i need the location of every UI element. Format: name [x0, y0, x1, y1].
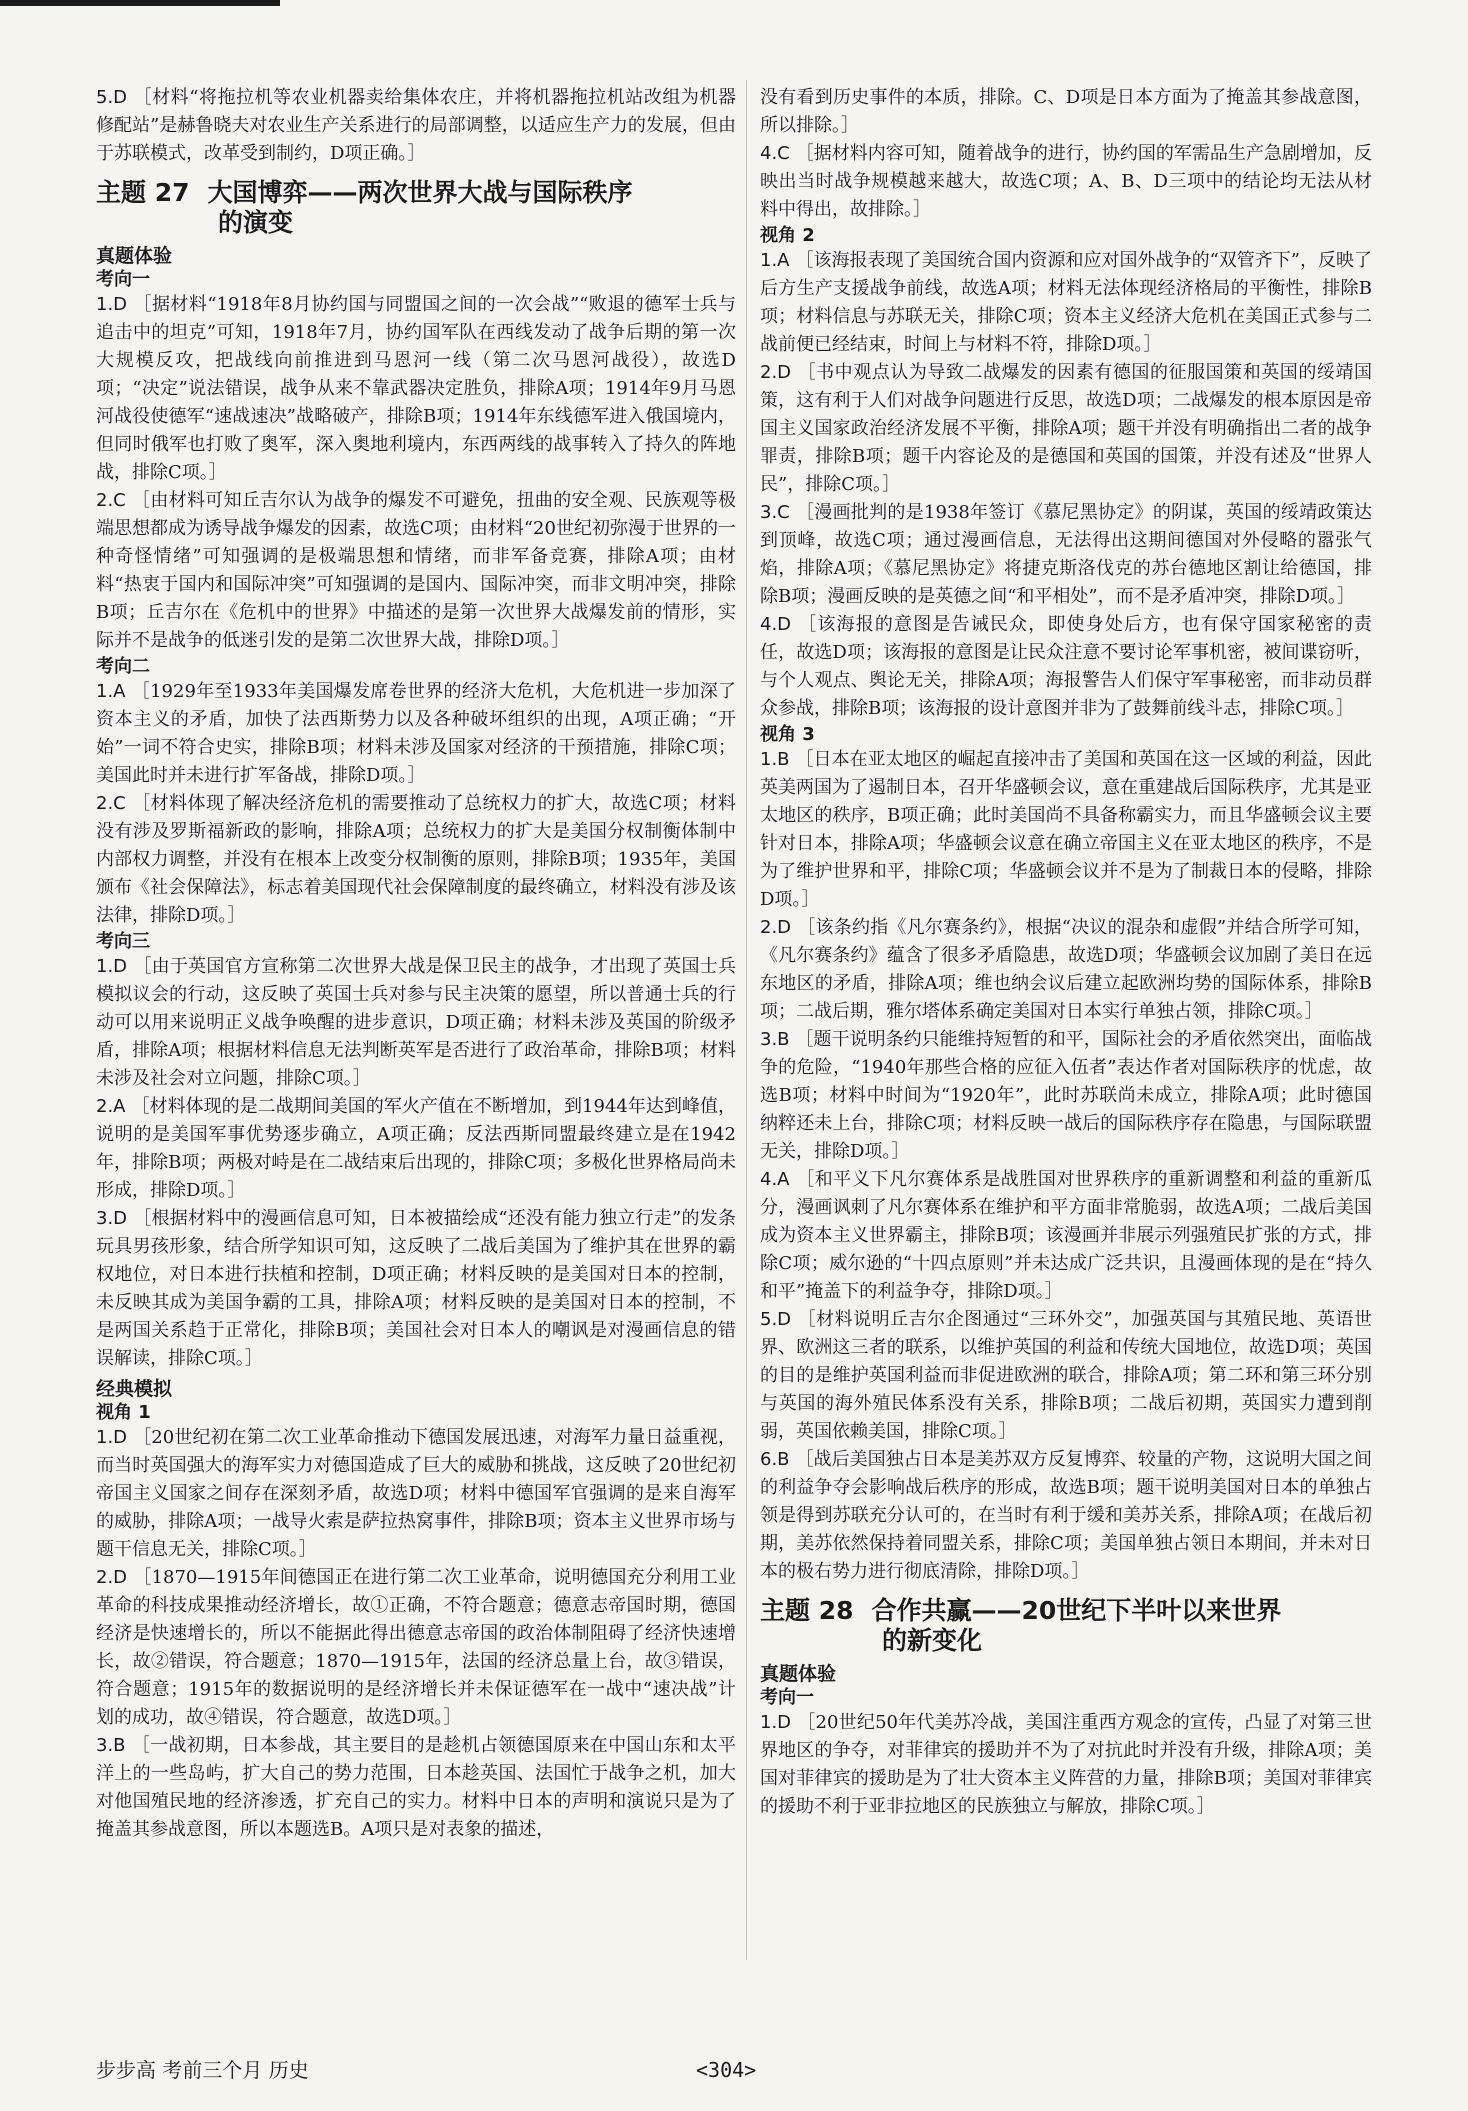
answer-item: 4.C ［据材料内容可知，随着战争的进行，协约国的军需品生产急剧增加，反映出当时战争规模越来越大，故选C项；A、B、D三项中的结论均无法从材料中得出，故排除。］ [760, 143, 1372, 220]
answer-item: 2.D ［1870—1915年间德国正在进行第二次工业革命，说明德国充分利用工业革命的科技成果推动经济增长，故①正确，不符合题意；德意志帝国时期，德国经济是快速增长的，所以不能据此得出德意志帝国的政治体制阻碍了经济快速增长，故②错误，符合题意；1870—1915年，法国的经济总量上台，故③错误，符合题意；1915年的数据说明的是经济增长并未保证德军在一战中“速决战”计划的成功，故④错误，符合题意，故选D项。］ [96, 1567, 736, 1728]
subsection-heading: 视角 3 [760, 724, 815, 745]
subsection-heading: 考向一 [96, 269, 150, 290]
page-footer [96, 2055, 1376, 2085]
subsection-heading: 考向三 [96, 931, 150, 952]
section-heading: 真题体验 [760, 1663, 837, 1685]
answer-item: 2.A ［材料体现的是二战期间美国的军火产值在不断增加，到1944年达到峰值，说明的是美国军事优势逐步确立，A项正确；反法西斯同盟最终建立是在1942年，排除B项；两极对峙是在二战结束后出现的，排除C项；多极化世界格局尚未形成，排除D项。］ [96, 1096, 736, 1201]
answer-item: 1.B ［日本在亚太地区的崛起直接冲击了美国和英国在这一区域的利益，因此英美两国为了遏制日本，召开华盛顿会议，意在重建战后国际秩序，尤其是亚太地区的秩序，B项正确；此时美国尚不具备称霸实力，而且华盛顿会议主要针对日本，排除A项；华盛顿会议意在确立帝国主义在亚太地区的秩序，不是为了维护世界和平，排除C项；华盛顿会议并不是为了制裁日本的侵略，排除D项。］ [760, 749, 1372, 910]
answer-item: 2.D ［该条约指《凡尔赛条约》，根据“决议的混杂和虚假”并结合所学可知，《凡尔赛条约》蕴含了很多矛盾隐患，故选D项；华盛顿会议加剧了美日在远东地区的矛盾，排除A项；维也纳会议后建立起欧洲均势的国际体系，排除B项；二战后期，雅尔塔体系确定美国对日本实行单独占领，排除C项。］ [760, 917, 1372, 1022]
answer-item: 1.D ［由于英国官方宣称第二次世界大战是保卫民主的战争，才出现了英国士兵模拟议会的行动，这反映了英国士兵对参与民主决策的愿望，所以普通士兵的行动可以用来说明正义战争唤醒的进步意识，D项正确；材料未涉及英国的阶级矛盾，排除A项；根据材料信息无法判断英军是否进行了政治革命，排除B项；材料未涉及社会对立问题，排除C项。］ [96, 956, 736, 1089]
answer-item: 4.D ［该海报的意图是告诫民众，即使身处后方，也有保守国家秘密的责任，故选D项；该海报的意图是让民众注意不要讨论军事机密，被间谍窃听，与个人观点、舆论无关，排除A项；海报警告人们保守军事秘密，而非动员群众参战，排除B项；该海报的设计意图并非为了鼓舞前线斗志，排除C项。］ [760, 614, 1372, 719]
column-divider [746, 80, 747, 1960]
topic-28-title: 主题 28 合作共赢——20世纪下半叶以来世界 的新变化 [760, 1596, 1282, 1655]
answer-item: 3.B ［题干说明条约只能维持短暂的和平，国际社会的矛盾依然突出，面临战争的危险，“1940年那些合格的应征入伍者”表达作者对国际秩序的忧虑，故选B项；材料中时间为“1920年”，此时苏联尚未成立，排除A项；此时德国纳粹还未上台，排除C项；材料反映一战后的国际秩序存在隐患，与国际联盟无关，排除D项。］ [760, 1029, 1372, 1162]
book-title: 步步高 考前三个月 历史 [96, 2058, 309, 2082]
right-column [760, 84, 1372, 1821]
answer-item: 4.A ［和平义下凡尔赛体系是战胜国对世界秩序的重新调整和利益的重新瓜分，漫画讽刺了凡尔赛体系在维护和平方面非常脆弱，故选A项；二战后美国成为资本主义世界霸主，排除B项；该漫画并非展示列强殖民扩张的方式，排除C项；威尔逊的“十四点原则”并未达成广泛共识，且漫画体现的是在“持久和平”掩盖下的利益争夺，排除D项。］ [760, 1169, 1372, 1302]
subsection-heading: 考向一 [760, 1687, 814, 1708]
left-column [96, 84, 736, 1844]
answer-item: 2.D ［书中观点认为导致二战爆发的因素有德国的征服国策和英国的绥靖国策，这有利于人们对战争问题进行反思，故选D项；二战爆发的根本原因是帝国主义国家政治经济发展不平衡，排除A项；题干并没有明确指出二者的战争罪责，排除B项；题干内容论及的是德国和英国的国策，并没有述及“世界人民”，排除C项。］ [760, 362, 1372, 495]
answer-item: 3.D ［根据材料中的漫画信息可知，日本被描绘成“还没有能力独立行走”的发条玩具男孩形象，结合所学知识可知，这反映了二战后美国为了维护其在世界的霸权地位，对日本进行扶植和控制，D项正确；材料反映的是美国对日本的控制，未反映其成为美国争霸的工具，排除A项；材料反映的是美国对日本的控制，不是两国关系趋于正常化，排除B项；美国社会对日本人的嘲讽是对漫画信息的错误解读，排除C项。］ [96, 1208, 736, 1369]
top-rule [0, 0, 280, 6]
topic-27-title: 主题 27 大国博弈——两次世界大战与国际秩序 的演变 [96, 178, 633, 237]
subsection-heading: 视角 2 [760, 225, 815, 246]
subsection-heading: 考向二 [96, 656, 150, 677]
answer-item: 2.C ［材料体现了解决经济危机的需要推动了总统权力的扩大，故选C项；材料没有涉及罗斯福新政的影响，排除A项；总统权力的扩大是美国分权制衡体制中内部权力调整，并没有在根本上改变分权制衡的原则，排除B项；1935年，美国颁布《社会保障法》，标志着美国现代社会保障制度的最终确立，材料没有涉及该法律，排除D项。］ [96, 793, 736, 926]
section-heading: 经典模拟 [96, 1378, 173, 1400]
answer-item: 1.D ［据材料“1918年8月协约国与同盟国之间的一次会战”“败退的德军士兵与追击中的坦克”可知，1918年7月，协约国军队在西线发动了战争后期的第一次大规模反攻，把战线向前推进到马恩河一线（第二次马恩河战役），故选D项；“决定”说法错误，战争从来不靠武器决定胜负，排除A项；1914年9月马恩河战役使德军“速战速决”战略破产，排除B项；1914年东线德军进入俄国境内，但同时俄军也打败了奥军，深入奥地利境内，东西两线的战事转入了持久的阵地战，排除C项。］ [96, 294, 736, 483]
answer-item-continued: 没有看到历史事件的本质，排除。C、D项是日本方面为了掩盖其参战意图，所以排除。］ [760, 87, 1372, 136]
answer-item: 5.D ［材料“将拖拉机等农业机器卖给集体农庄，并将机器拖拉机站改组为机器修配站”是赫鲁晓夫对农业生产关系进行的局部调整，以适应生产力的发展，但由于苏联模式，改革受到制约，D项正确。］ [96, 87, 736, 164]
answer-item: 1.D ［20世纪初在第二次工业革命推动下德国发展迅速，对海军力量日益重视，而当时英国强大的海军实力对德国造成了巨大的威胁和挑战，这反映了20世纪初帝国主义国家之间存在深刻矛盾，故选D项；材料中德国军官强调的是来自海军的威胁，排除A项；一战导火索是萨拉热窝事件，排除B项；资本主义世界市场与题干信息无关，排除C项。］ [96, 1427, 736, 1560]
answer-item: 5.D ［材料说明丘吉尔企图通过“三环外交”，加强英国与其殖民地、英语世界、欧洲这三者的联系，以维护英国的利益和传统大国地位，故选D项；英国的目的是维护英国利益而非促进欧洲的联合，排除A项；第二环和第三环分别与英国的海外殖民体系没有关系，排除B项；二战后初期，英国实力遭到削弱，英国依赖美国，排除C项。］ [760, 1309, 1372, 1442]
page-number: <304> [696, 2058, 757, 2082]
answer-item: 6.B ［战后美国独占日本是美苏双方反复博弈、较量的产物，这说明大国之间的利益争夺会影响战后秩序的形成，故选B项；题干说明美国对日本的单独占领是得到苏联充分认可的，在当时有利于缓和美苏关系，排除A项；在战后初期，美苏依然保持着同盟关系，排除C项；美国单独占领日本期间，并未对日本的极右势力进行彻底清除，排除D项。］ [760, 1449, 1372, 1582]
answer-item: 3.B ［一战初期，日本参战，其主要目的是趁机占领德国原来在中国山东和太平洋上的一些岛屿，扩大自己的势力范围，日本趁英国、法国忙于战争之机，加大对他国殖民地的经济渗透，扩充自己的实力。材料中日本的声明和演说只是为了掩盖其参战意图，所以本题选B。A项只是对表象的描述， [96, 1735, 736, 1840]
answer-item: 1.A ［该海报表现了美国统合国内资源和应对国外战争的“双管齐下”，反映了后方生产支援战争前线，故选A项；材料无法体现经济格局的平衡性，排除B项；材料信息与苏联无关，排除C项；资本主义经济大危机在美国正式参与二战前便已经结束，时间上与材料不符，排除D项。］ [760, 250, 1372, 355]
answer-item: 3.C ［漫画批判的是1938年签订《慕尼黑协定》的阴谋，英国的绥靖政策达到顶峰，故选C项；通过漫画信息，无法得出这期间德国对外侵略的嚣张气焰，排除A项；《慕尼黑协定》将捷克斯洛伐克的苏台德地区割让给德国，排除B项；漫画反映的是英德之间“和平相处”，而不是矛盾冲突，排除D项。］ [760, 502, 1372, 607]
answer-item: 1.D ［20世纪50年代美苏冷战，美国注重西方观念的宣传，凸显了对第三世界地区的争夺，对菲律宾的援助并不为了对抗此时并没有升级，排除A项；美国对菲律宾的援助是为了壮大资本主义阵营的力量，排除B项；美国对菲律宾的援助不利于亚非拉地区的民族独立与解放，排除C项。］ [760, 1712, 1372, 1817]
section-heading: 真题体验 [96, 245, 173, 267]
answer-item: 2.C ［由材料可知丘吉尔认为战争的爆发不可避免，扭曲的安全观、民族观等极端思想都成为诱导战争爆发的因素，故选C项；由材料“20世纪初弥漫于世界的一种奇怪情绪”可知强调的是极端思想和情绪，而非军备竞赛，排除A项；由材料“热衷于国内和国际冲突”可知强调的是国内、国际冲突，而非文明冲突，排除B项；丘吉尔在《危机中的世界》中描述的是第一次世界大战爆发前的情形，实际并不是战争的低迷引发的是第二次世界大战，排除D项。］ [96, 490, 736, 651]
answer-item: 1.A ［1929年至1933年美国爆发席卷世界的经济大危机，大危机进一步加深了资本主义的矛盾，加快了法西斯势力以及各种破坏组织的出现，A项正确；“开始”一词不符合史实，排除B项；材料未涉及国家对经济的干预措施，排除C项；美国此时并未进行扩军备战，排除D项。］ [96, 681, 736, 786]
subsection-heading: 视角 1 [96, 1402, 151, 1423]
